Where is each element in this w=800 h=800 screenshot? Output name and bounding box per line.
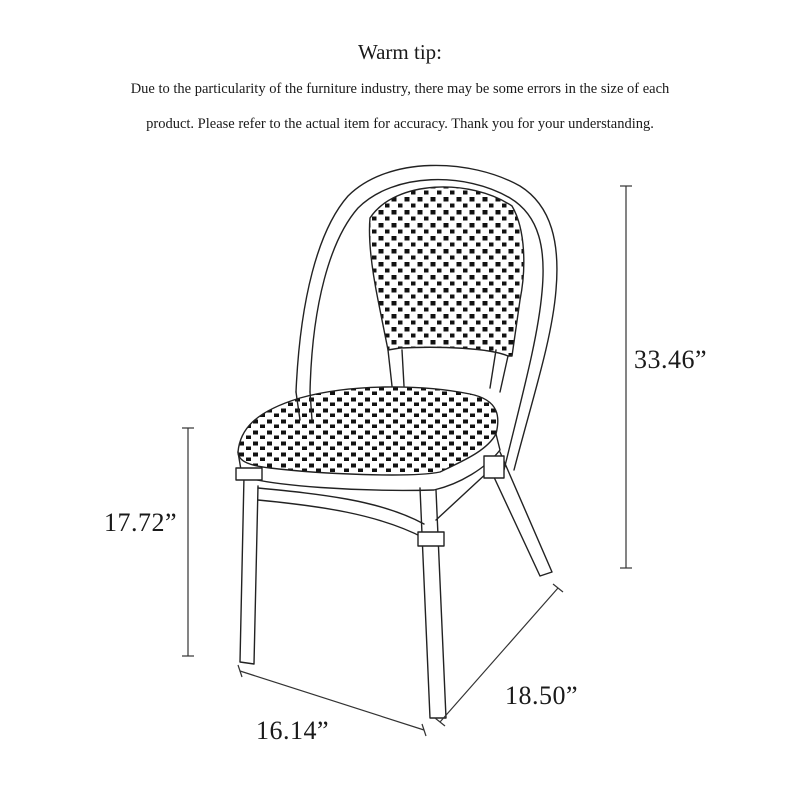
chair-illustration — [236, 165, 557, 718]
seat-height-dimension-label: 17.72” — [104, 508, 178, 537]
height-dimension-label: 33.46” — [634, 345, 708, 374]
depth-dimension-label: 18.50” — [505, 681, 579, 710]
warm-tip-heading: Warm tip: — [357, 40, 443, 64]
notice-text-line-1: Due to the particularity of the furniture industry, there may be some errors in the size of each — [130, 81, 670, 97]
width-dimension-label: 16.14” — [256, 716, 330, 745]
notice-text-line-2: product. Please refer to the actual item for accuracy. Thank you for your understanding. — [146, 116, 654, 132]
